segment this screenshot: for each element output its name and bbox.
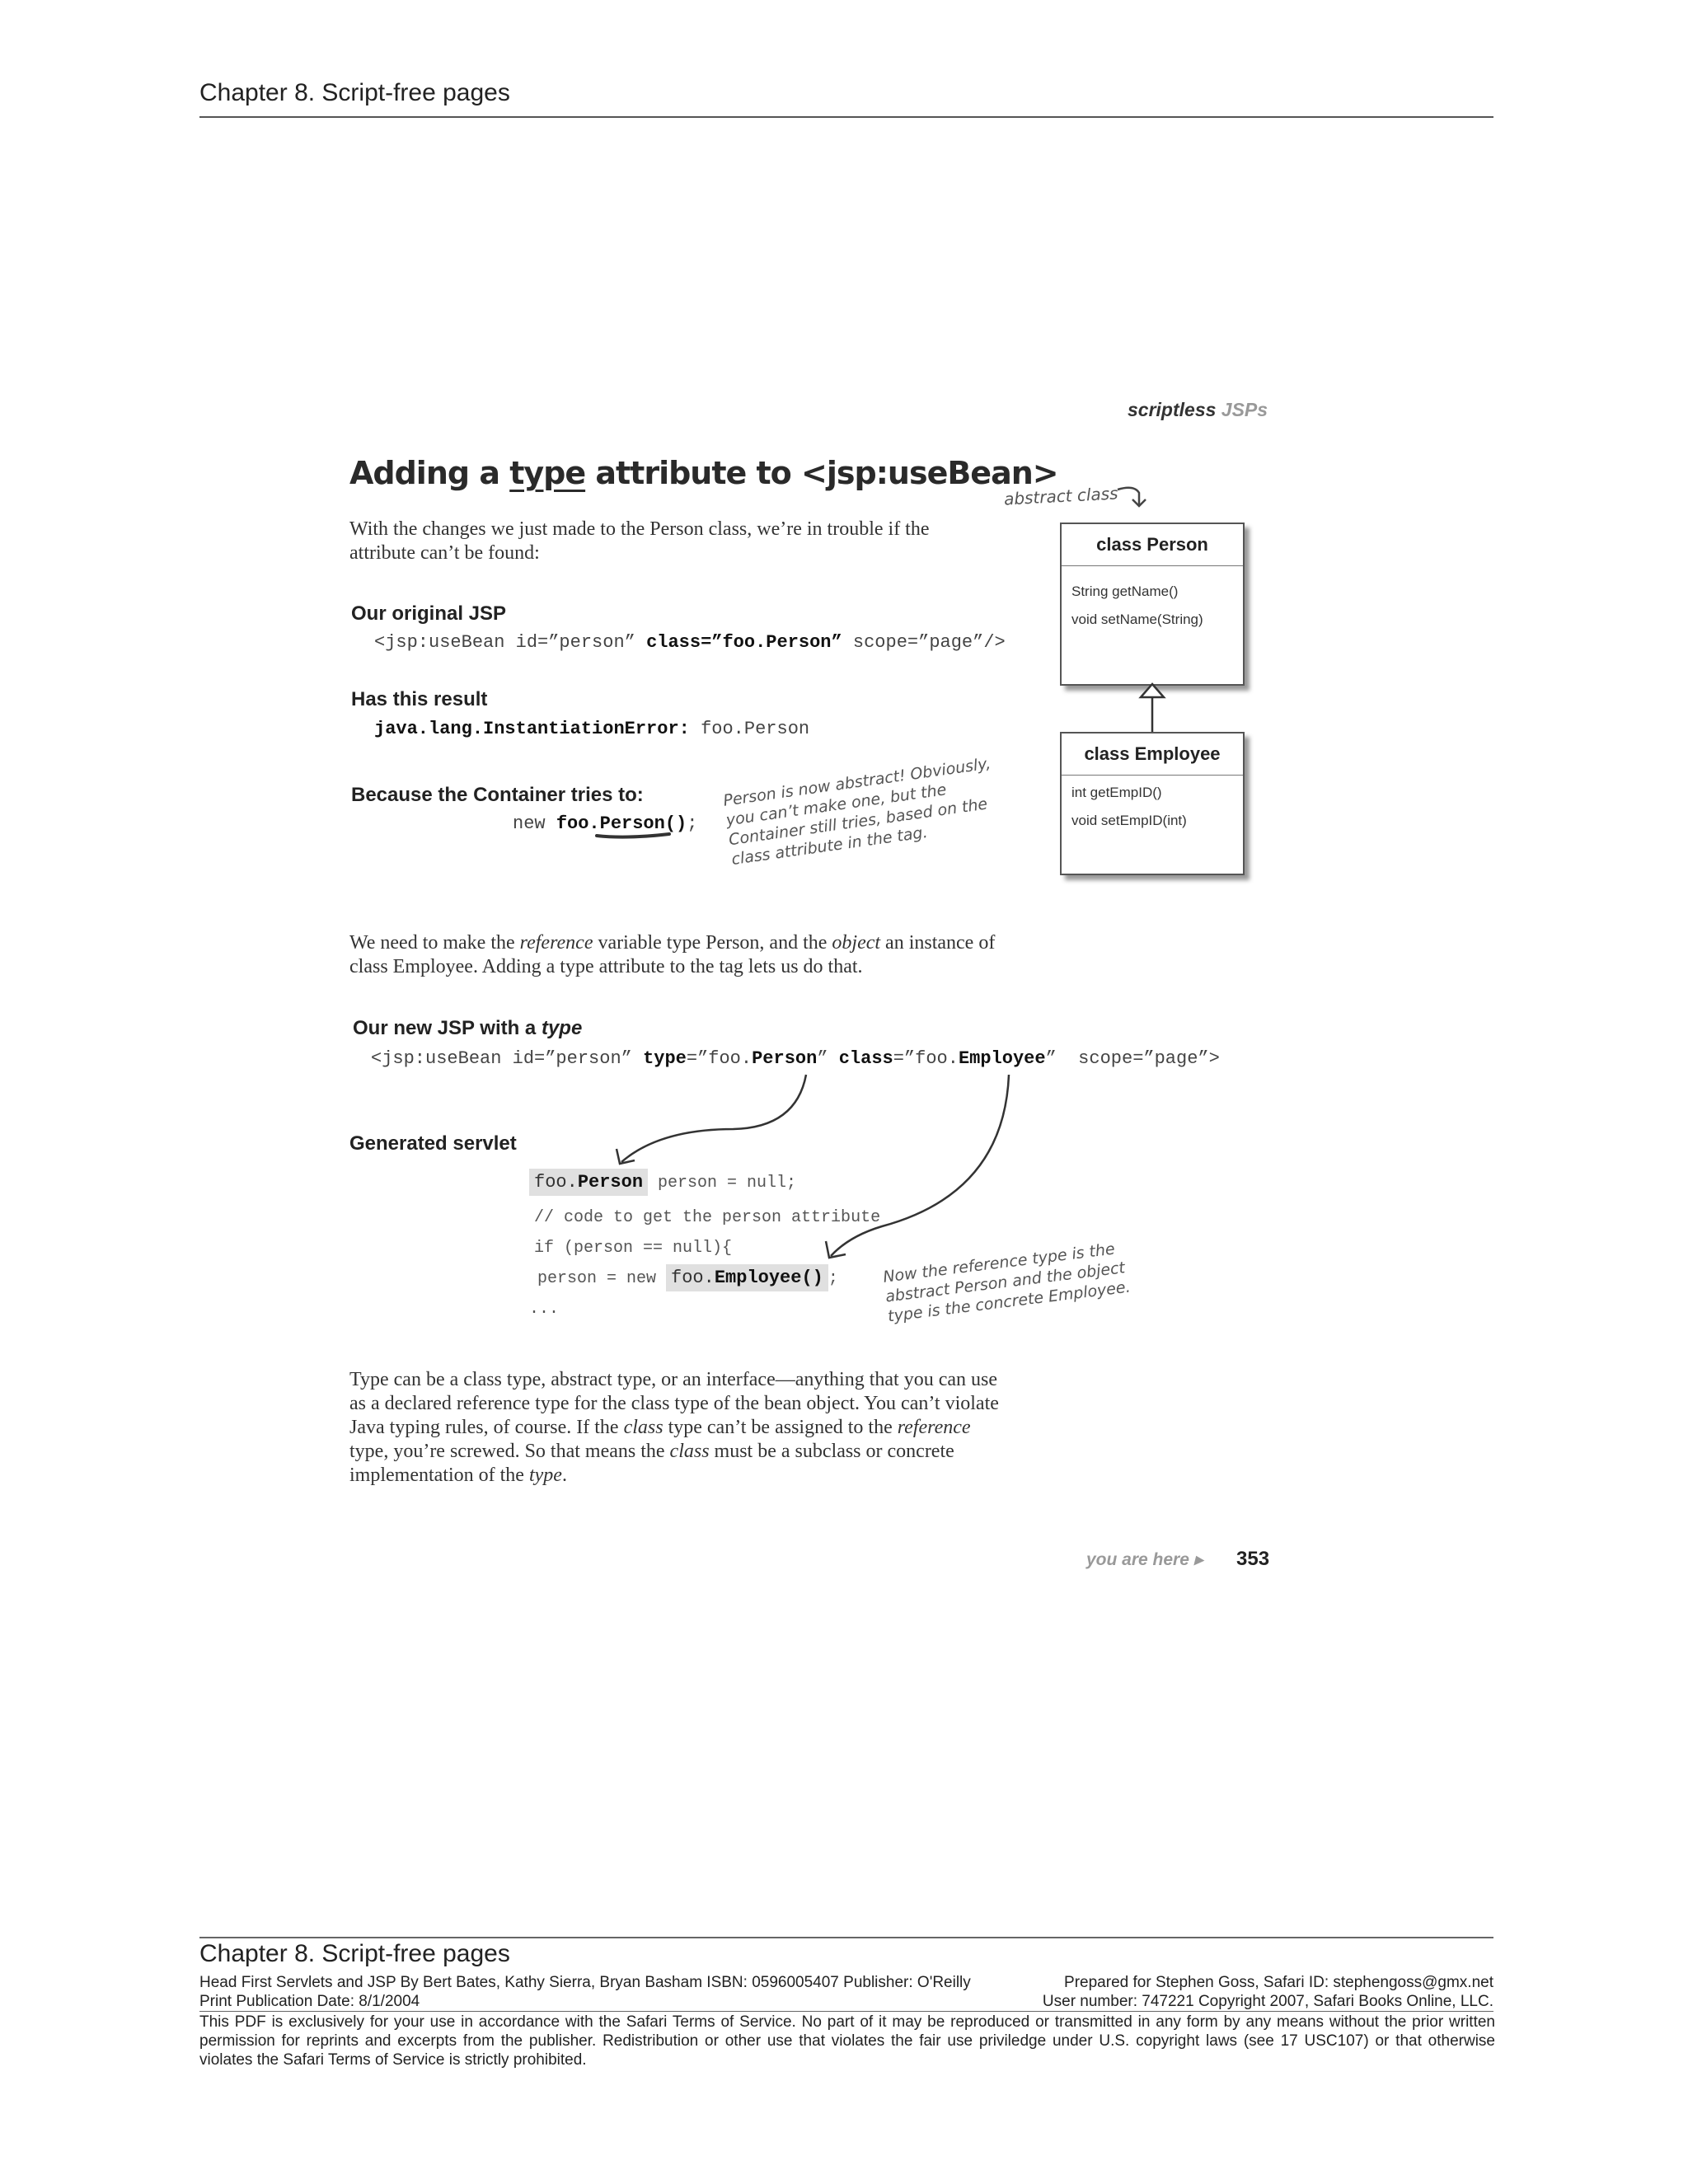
original-jsp-code-c: scope=”page”/> — [842, 632, 1006, 653]
abstract-note: Person is now abstract! Obviously, you can’t make one, but the Container still tries, based on the class attribute in the tag. — [722, 754, 992, 869]
footer-print-date: Print Publication Date: 8/1/2004 — [199, 1993, 420, 2010]
new-jsp-heading-a: Our new JSP with a — [353, 1017, 542, 1039]
para3-i: . — [561, 1465, 567, 1486]
result-heading: Has this result — [351, 688, 488, 710]
servlet-class-highlight — [666, 1264, 828, 1291]
footer-prepared: Prepared for Stephen Goss, Safari ID: stephengoss@gmx.net — [1064, 1974, 1493, 1991]
para2-e: an instance of class Employee. Adding a type attribute to the tag lets us do that. — [349, 932, 996, 977]
uml-employee-methods — [1062, 776, 1243, 846]
running-head — [1128, 399, 1268, 421]
servlet-l1a: foo. — [534, 1172, 578, 1193]
original-jsp-code-a: <jsp:useBean id=”person” — [374, 632, 647, 653]
servlet-line-2: // code to get the person attribute — [534, 1208, 881, 1227]
inheritance-arrow — [1134, 681, 1170, 735]
new-jsp-c2: type — [643, 1048, 687, 1069]
servlet-l4a: person = new — [537, 1269, 667, 1288]
new-jsp-c1: <jsp:useBean id=”person” — [371, 1048, 644, 1069]
para2-d: object — [832, 932, 881, 954]
uml-class-person — [1060, 523, 1245, 686]
servlet-type-highlight — [529, 1169, 648, 1196]
chapter-header: Chapter 8. Script-free pages — [199, 79, 510, 106]
servlet-l4b: foo. — [671, 1268, 715, 1288]
servlet-heading: Generated servlet — [349, 1132, 517, 1155]
container-heading: Because the Container tries to: — [351, 784, 644, 806]
intro-paragraph: With the changes we just made to the Person class, we’re in trouble if the attribute can’t be found: — [349, 518, 930, 564]
original-jsp-code — [374, 632, 1006, 653]
running-head-part1: scriptless — [1128, 399, 1217, 420]
new-jsp-c6: class — [838, 1048, 893, 1069]
original-jsp-heading: Our original JSP — [351, 602, 507, 625]
para2-a: We need to make the — [349, 932, 520, 954]
para3-d: reference — [897, 1417, 971, 1438]
footer-book-line: Head First Servlets and JSP By Bert Bates, Kathy Sierra, Bryan Basham ISBN: 0596005407 Publisher: O'Reilly — [199, 1974, 971, 1991]
type-explanation-paragraph — [349, 931, 1009, 979]
new-jsp-c7: =”foo. — [893, 1048, 959, 1069]
abstract-class-arrow — [1114, 483, 1152, 511]
footer-top-rule — [199, 1937, 1493, 1938]
para2-c: variable type Person, and the — [593, 932, 832, 954]
servlet-line-4 — [537, 1268, 838, 1288]
new-jsp-c9: ” scope=”page”> — [1045, 1048, 1220, 1069]
abstract-class-label: abstract class — [1003, 483, 1119, 509]
title-after: attribute to <jsp:useBean> — [585, 455, 1058, 491]
uml-person-methods — [1062, 566, 1243, 645]
result-code-a: java.lang.InstantiationError: — [374, 719, 690, 739]
servlet-line-1 — [529, 1172, 796, 1193]
header-rule — [199, 116, 1493, 118]
para3-c: type can’t be assigned to the — [663, 1417, 898, 1438]
page-title — [349, 455, 1058, 491]
servlet-l4c: Employee() — [714, 1268, 823, 1288]
para3-f: class — [669, 1441, 710, 1462]
servlet-line-3: if (person == null){ — [534, 1239, 733, 1258]
title-underlined: type — [509, 455, 586, 491]
you-are-here: you are here ▸ — [1086, 1550, 1203, 1569]
new-jsp-c8: Employee — [958, 1048, 1046, 1069]
uml-employee-method: void setEmpID(int) — [1071, 813, 1187, 828]
new-jsp-code — [371, 1048, 1220, 1069]
page-number: 353 — [1236, 1548, 1270, 1570]
uml-employee-title: class Employee — [1062, 733, 1243, 776]
servlet-l1c: person = null; — [648, 1174, 797, 1193]
container-code-b: foo. — [556, 813, 600, 834]
para3-h: type — [528, 1465, 562, 1486]
new-jsp-heading-b: type — [541, 1017, 583, 1039]
uml-person-method: void setName(String) — [1071, 612, 1203, 627]
person-underline-scribble — [593, 829, 676, 841]
para3-e: type, you’re screwed. So that means the — [349, 1441, 670, 1462]
uml-class-employee — [1060, 732, 1245, 875]
original-jsp-code-b: class=”foo.Person” — [646, 632, 842, 653]
footer-legal: This PDF is exclusively for your use in accordance with the Safari Terms of Service. No part of it may be reproduced or transmitted in any form by any means without the prior written permission for reprints and excerpts from the publisher. Redistribution or other use that violates the fair use priviledge under U.S. copyright laws (see 17 USC107) or that otherwise violates the Safari Terms of Service is strictly prohibited. — [199, 2013, 1495, 2069]
running-head-part2: JSPs — [1221, 399, 1268, 420]
new-jsp-c4: Person — [752, 1048, 818, 1069]
container-code-a: new — [513, 813, 556, 834]
new-jsp-c3: =”foo. — [686, 1048, 753, 1069]
reference-type-note: Now the reference type is the abstract Person and the object type is the concrete Employee. — [882, 1240, 1132, 1326]
container-code-d: ; — [687, 813, 698, 834]
new-jsp-heading — [353, 1017, 582, 1040]
footer-title: Chapter 8. Script-free pages — [199, 1940, 510, 1967]
para3-g: must be a subclass or concrete implementation of the — [349, 1441, 954, 1486]
result-code — [374, 719, 809, 739]
para2-b: reference — [519, 932, 593, 954]
result-code-b: foo.Person — [689, 719, 810, 739]
servlet-l1b: Person — [577, 1172, 644, 1193]
servlet-l4d: ; — [828, 1269, 838, 1288]
uml-employee-method: int getEmpID() — [1071, 785, 1162, 800]
footer-mid-rule — [199, 2011, 1493, 2012]
new-jsp-c5: ” — [817, 1048, 839, 1069]
servlet-line-5: ... — [529, 1300, 560, 1319]
para3-a: Type can be a class type, abstract type, or an interface—anything that you can use as a declared reference type for the class type of the bean object. You can’t violate Java typing rules, of course. If the — [349, 1369, 999, 1438]
para3-b: class — [623, 1417, 663, 1438]
type-rules-paragraph — [349, 1368, 1009, 1488]
footer-user-number: User number: 747221 Copyright 2007, Safari Books Online, LLC. — [1042, 1993, 1493, 2010]
uml-person-title: class Person — [1062, 524, 1243, 566]
uml-person-method: String getName() — [1071, 583, 1179, 599]
title-before: Adding a — [349, 455, 510, 491]
container-code-c: Person() — [599, 813, 687, 834]
